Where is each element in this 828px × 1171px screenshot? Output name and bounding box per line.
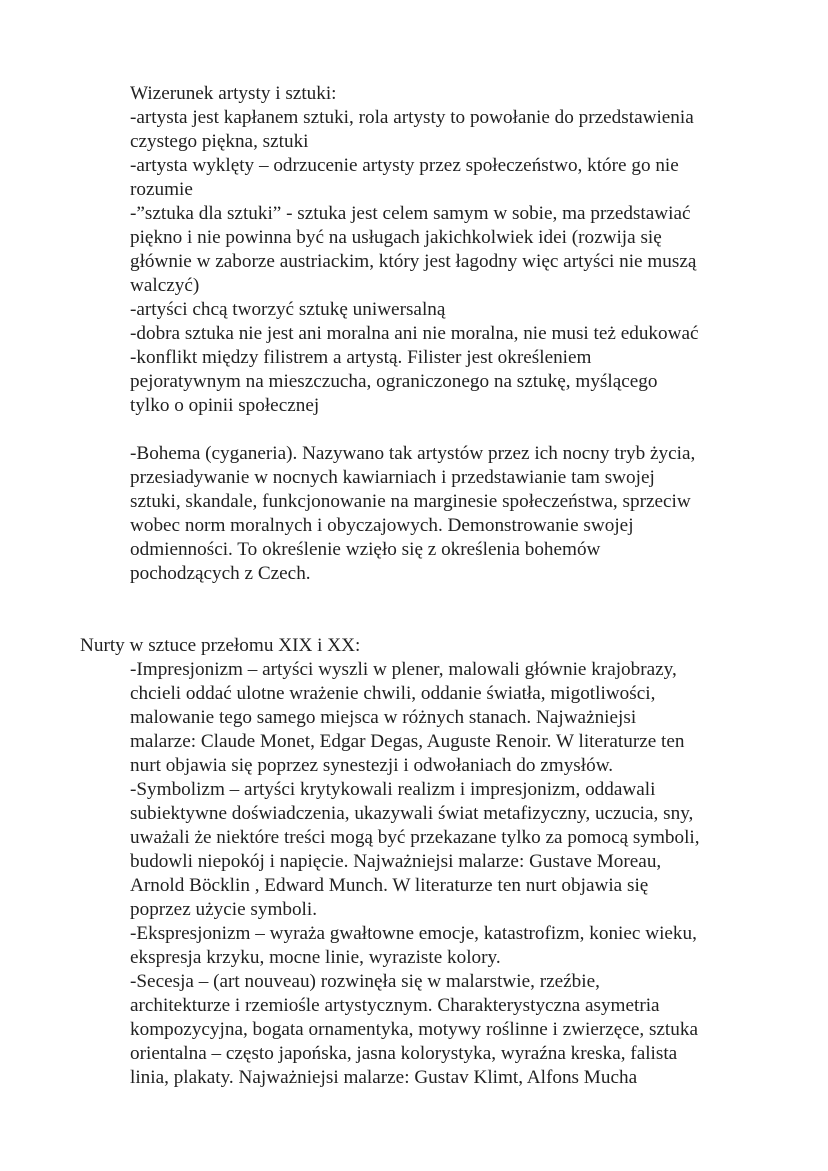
text-line: -dobra sztuka nie jest ani moralna ani nie moralna, nie musi też edukować [130,323,699,344]
text-line: -”sztuka dla sztuki” - sztuka jest celem samym w sobie, ma przedstawiać [130,203,691,224]
text-line: Arnold Böcklin , Edward Munch. W literaturze ten nurt objawia się [130,875,649,896]
text-line: linia, plakaty. Najważniejsi malarze: Gustav Klimt, Alfons Mucha [130,1067,638,1088]
text-line: -Impresjonizm – artyści wyszli w plener, malowali głównie krajobrazy, [130,659,677,680]
text-line: orientalna – często japońska, jasna kolorystyka, wyraźna kreska, falista [130,1043,678,1064]
text-line: ekspresja krzyku, mocne linie, wyraziste kolory. [130,947,501,968]
text-line: rozumie [130,179,193,200]
text-line: piękno i nie powinna być na usługach jakichkolwiek idei (rozwija się [130,227,662,248]
text-line: -Symbolizm – artyści krytykowali realizm i impresjonizm, oddawali [130,779,656,800]
text-line: malarze: Claude Monet, Edgar Degas, Auguste Renoir. W literaturze ten [130,731,685,752]
text-line: -Bohema (cyganeria). Nazywano tak artystów przez ich nocny tryb życia, [130,443,696,464]
text-line: poprzez użycie symboli. [130,899,318,920]
section-heading: Nurty w sztuce przełomu XIX i XX: [80,635,361,656]
text-line: walczyć) [130,275,200,296]
text-line: budowli niepokój i napięcie. Najważniejsi malarze: Gustave Moreau, [130,851,662,872]
text-line: sztuki, skandale, funkcjonowanie na marginesie społeczeństwa, sprzeciw [130,491,691,512]
text-line: -Ekspresjonizm – wyraża gwałtowne emocje, katastrofizm, koniec wieku, [130,923,697,944]
text-line: architekturze i rzemiośle artystycznym. Charakterystyczna asymetria [130,995,660,1016]
text-line: tylko o opinii społecznej [130,395,320,416]
text-line: odmienności. To określenie wzięło się z określenia bohemów [130,539,601,560]
text-line: wobec norm moralnych i obyczajowych. Demonstrowanie swojej [130,515,634,536]
text-line: -konflikt między filistrem a artystą. Filister jest określeniem [130,347,592,368]
text-line: -Secesja – (art nouveau) rozwinęła się w malarstwie, rzeźbie, [130,971,600,992]
text-line: czystego piękna, sztuki [130,131,309,152]
text-line: chcieli oddać ulotne wrażenie chwili, oddanie światła, migotliwości, [130,683,656,704]
text-line: malowanie tego samego miejsca w różnych stanach. Najważniejsi [130,707,637,728]
text-line: Wizerunek artysty i sztuki: [130,83,337,104]
text-line: nurt objawia się poprzez synestezji i odwołaniach do zmysłów. [130,755,614,776]
text-line: pejoratywnym na mieszczucha, ograniczonego na sztukę, myślącego [130,371,658,392]
text-line: głównie w zaborze austriackim, który jest łagodny więc artyści nie muszą [130,251,697,272]
text-line: pochodzących z Czech. [130,563,311,584]
text-line: uważali że niektóre treści mogą być przekazane tylko za pomocą symboli, [130,827,700,848]
text-line: -artyści chcą tworzyć sztukę uniwersalną [130,299,446,320]
text-line: przesiadywanie w nocnych kawiarniach i przedstawianie tam swojej [130,467,655,488]
text-line: subiektywne doświadczenia, ukazywali świat metafizyczny, uczucia, sny, [130,803,694,824]
text-line: kompozycyjna, bogata ornamentyka, motywy roślinne i zwierzęce, sztuka [130,1019,698,1040]
text-line: -artysta wyklęty – odrzucenie artysty przez społeczeństwo, które go nie [130,155,679,176]
text-line: -artysta jest kapłanem sztuki, rola artysty to powołanie do przedstawienia [130,107,694,128]
